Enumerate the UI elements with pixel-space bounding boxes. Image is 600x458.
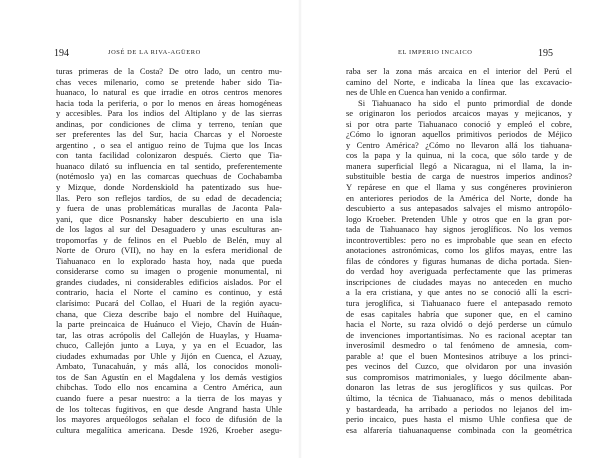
text-line: sus compromisos matrimoniales, y luego dócilmente aban- — [346, 371, 572, 382]
text-line: tar, las otras acrópolis del Callejón de Huaylas, y Huama- — [56, 329, 282, 340]
text-line: y accesibles. Para los indios del Altiplano y de las sierras — [56, 108, 282, 119]
right-page-body-text — [346, 66, 572, 435]
text-line: de los lagos al sur del Desaguadero y unas esculturas an- — [56, 224, 282, 235]
page-number-left: 194 — [54, 48, 69, 59]
text-line: filas de cóndores y figuras humanas de dicha portada. Sien- — [346, 255, 572, 266]
text-line: tos de San Agustín en el Magdalena y los demás vestigios — [56, 371, 282, 382]
text-line: Ambato, Tunacahuán, y más allá, los conocidos monoli- — [56, 361, 282, 372]
text-line: manera superficial llegó a Nicaragua, ni el llama, la in- — [346, 160, 572, 171]
text-line: perio incaico, pues hasta el mismo Uhle confiesa que de — [346, 414, 572, 425]
text-line: descubierto a sus antepasados salvajes el mismo antropólo- — [346, 203, 572, 214]
text-line: y Centro América? ¿Cómo no llevaron allá los tiahuana- — [346, 139, 572, 150]
text-line: inscripciones de ciudades mayas no anteceden en mucho — [346, 276, 572, 287]
text-line: incontrovertibles: pero no es improbable que sean en efecto — [346, 234, 572, 245]
text-line: ¿Cómo lo ignoran aquellos primitivos periodos de Méjico — [346, 129, 572, 140]
text-line: cultura megalítica americana. Desde 1926, Kroeber asegu- — [56, 424, 282, 435]
text-line: la parte preincaica de Huánuco el Viejo, Chavín de Huán- — [56, 319, 282, 330]
text-line: si por otra parte Tiahuanaco conoció y empleó el cobre, — [346, 118, 572, 129]
text-line: logo Kroeber. Pretenden Uhle y otros que en la gran por- — [346, 213, 572, 224]
text-line: Norte de Oruro (VII), no hay en la esfera meridional de — [56, 245, 282, 256]
text-line: hacia el Norte, su raza olvidó o dejó perderse un cúmulo — [346, 319, 572, 330]
text-line: cuando fuere a pesar nuestro: a la tierra de los mayas y — [56, 392, 282, 403]
right-page — [300, 0, 600, 458]
text-line: cos la papa y la quinua, ni la coca, que sólo tarde y de — [346, 150, 572, 161]
text-line: de los toltecas fugitivos, en que desde Angrand hasta Uhle — [56, 403, 282, 414]
text-line: Tiahuanaco en lo explorado hasta hoy, nada que pueda — [56, 255, 282, 266]
text-line: andinas, por condiciones de clima y terreno, tenían que — [56, 118, 282, 129]
left-page-body-text — [56, 66, 282, 435]
text-line: pes vecinos del Cuzco, que olvidaron por una invasión — [346, 361, 572, 372]
text-line: anotaciones astronómicas, como los glifos mayas, entre las — [346, 245, 572, 256]
text-line: con tanta facilidad colonizaron después. Cierto que Tia- — [56, 150, 282, 161]
text-line: y Mizque, donde Nordenskiold ha patentizado sus hue- — [56, 182, 282, 193]
text-line: en anteriores periodos de la América del Norte, donde ha — [346, 192, 572, 203]
text-line: (notémoslo ya) en las comarcas quechuas de Cochabamba — [56, 171, 282, 182]
text-line: grandes ciudades, ni considerables edificios aislados. Por el — [56, 276, 282, 287]
text-line: de esas capitales habría que suponer que, en el camino — [346, 308, 572, 319]
text-line: chuco, Callejón junto a Luya, y ya en el Ecuador, las — [56, 340, 282, 351]
text-line: último, la técnica de Tiahuanaco, más o menos debilitada — [346, 392, 572, 403]
text-line: tada de Tiahuanaco hay signos jeroglíficos. No los vemos — [346, 224, 572, 235]
text-line: de invenciones importantísimas. No es racional aceptar tan — [346, 329, 572, 340]
text-line: parable a! que el buen Montesinos atribuye a los princi- — [346, 350, 572, 361]
text-line: contrario, hacia el Norte el camino es continuo, y está — [56, 287, 282, 298]
text-line: y bastardeada, ha arribado a periodos no lejanos del im- — [346, 403, 572, 414]
text-line: Y repárese en que el llama y sus congéneres provinieron — [346, 182, 572, 193]
text-line: nes de Uhle en Cuenca han venido a confirmar. — [346, 87, 507, 98]
text-line: huanaco, lo natural es que irradie en otros centros menores — [56, 87, 282, 98]
text-line: yani, que dice Posnansky haber descubierto en una isla — [56, 213, 282, 224]
text-line: chana, que Cieza describe bajo el nombre del Huiñaque, — [56, 308, 282, 319]
text-line: esa alfarería tiahuanaquense combinada con la geométrica — [346, 424, 572, 435]
text-line: chibchas. Todo ello nos encamina a Centro América, aun — [56, 382, 282, 393]
text-line: raba ser la zona más arcaica en el interior del Perú el — [346, 66, 572, 76]
text-line: se originaron los periodos arcaicos mayas y mejicanos, y — [346, 108, 572, 119]
text-line: tropomorfas y de felinos en el Pueblo de Belén, muy al — [56, 234, 282, 245]
text-line: tura jeroglífica, si Tiahuanaco fuere el antepasado remoto — [346, 298, 572, 309]
text-line: a la era cristiana, y que antes no se conoció allí la escri- — [346, 287, 572, 298]
text-line: llas. Pero son reflejos tardíos, de su edad de decadencia; — [56, 192, 282, 203]
text-line: y fuera de unas problemáticas murallas de Jaconta Pala- — [56, 203, 282, 214]
text-line: ser preferentes las del Sur, hacia Charcas y el Noroeste — [56, 129, 282, 140]
text-line: ciudades exhumadas por Uhle y Jijón en Cuenca, el Azuay, — [56, 350, 282, 361]
text-line: hacia toda la periferia, o por lo menos en áreas homogéneas — [56, 97, 282, 108]
text-line: chas veces milenario, como se pretende haber sido Tia- — [56, 76, 282, 87]
text-line: turas primeras de la Costa? De otro lado, un centro mu- — [56, 66, 282, 76]
page-number-right: 195 — [538, 48, 553, 59]
text-line: camino del Norte, e indicaba la línea que las excavacio- — [346, 76, 572, 87]
text-line: los mayores arqueólogos señalan el foco de difusión de la — [56, 414, 282, 425]
text-line: do verdad hoy averiguada perfectamente que las primeras — [346, 266, 572, 277]
text-line: clarísimo: Pucará del Collao, el Huari de la región ayacu- — [56, 298, 282, 309]
text-line: substituible bestia de carga de nuestros imperios andinos? — [346, 171, 572, 182]
text-line: argentino , o sea el antiguo reino de Tujma que los Incas — [56, 139, 282, 150]
text-line: huanaco dilató su influencia en tal sentido, preferentemente — [56, 160, 282, 171]
text-line: Si Tiahuanaco ha sido el punto primordial de donde — [358, 97, 572, 108]
text-line: donaron las letras de sus jeroglíficos y sus quilcas. Por — [346, 382, 572, 393]
running-head-left: JOSÉ DE LA RIVA-AGÜERO — [108, 49, 201, 56]
text-line: inverosímil desmedro o tal fenómeno de amnesia, com- — [346, 340, 572, 351]
running-head-right: EL IMPERIO INCAICO — [398, 49, 473, 56]
text-line: considerarse como su imagen o progenie monumental, ni — [56, 266, 282, 277]
